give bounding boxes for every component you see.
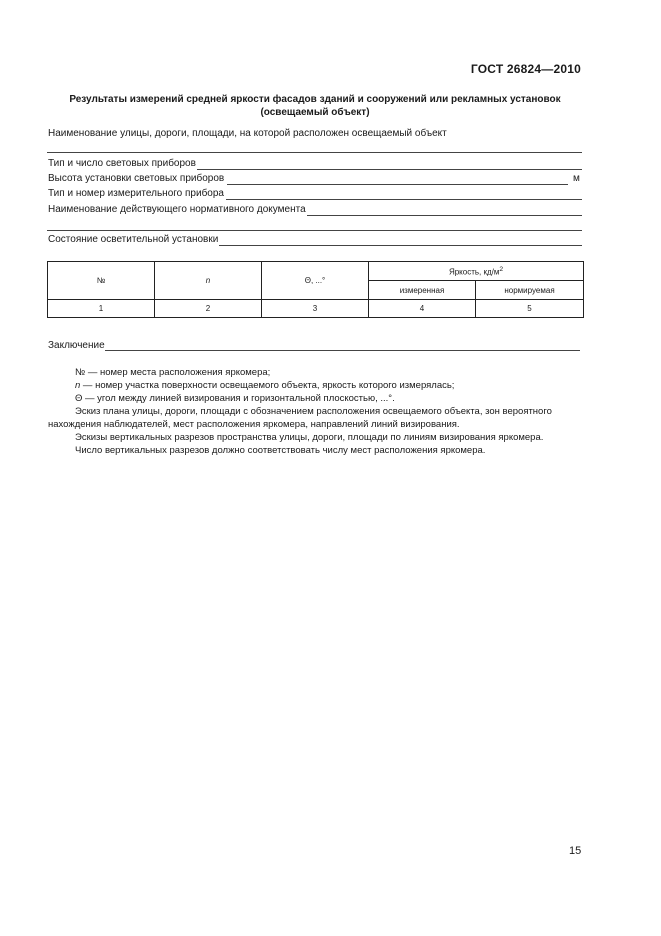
- col-header-no: №: [48, 262, 155, 300]
- note-sketch-plan: Эскиз плана улицы, дороги, площади с обозначением расположения освещаемого объекта, зон вероятного нахождения наблюдателей, мест расположения яркомера, направлений линий визирования.: [48, 406, 552, 430]
- brightness-label: Яркость, кд/м: [448, 267, 500, 277]
- page-number: 15: [569, 845, 582, 857]
- mount-height-unit: м: [573, 173, 580, 184]
- street-name-line[interactable]: [47, 152, 582, 153]
- meter-type-line[interactable]: [226, 199, 582, 200]
- col-header-measured: измеренная: [369, 281, 476, 300]
- col-header-normative: нормируемая: [476, 281, 584, 300]
- note-n-text: — номер участка поверхности освещаемого объекта, яркость которого измерялась;: [80, 380, 455, 391]
- note-n: [48, 379, 582, 392]
- col-header-brightness: [369, 262, 584, 281]
- column-number: 2: [155, 300, 262, 318]
- note-sections-count: Число вертикальных разрезов должно соответствовать числу мест расположения яркомера.: [75, 445, 486, 456]
- lighting-state-line[interactable]: [219, 245, 582, 246]
- note-theta: Θ — угол между линией визирования и горизонтальной плоскостью, ...°.: [75, 393, 395, 404]
- form-title-line1: Результаты измерений средней яркости фасадов зданий и сооружений или рекламных установок: [69, 94, 561, 105]
- norm-doc-line-2[interactable]: [47, 230, 582, 231]
- column-number: 4: [369, 300, 476, 318]
- column-number: 5: [476, 300, 584, 318]
- norm-doc-line[interactable]: [307, 215, 582, 216]
- norm-doc-label: Наименование действующего нормативного документа: [48, 204, 306, 215]
- mount-height-line[interactable]: [227, 184, 568, 185]
- note-no: № — номер места расположения яркомера;: [75, 367, 271, 378]
- street-name-label: Наименование улицы, дороги, площади, на которой расположен освещаемый объект: [48, 128, 447, 139]
- column-number: 3: [262, 300, 369, 318]
- col-header-n: n: [155, 262, 262, 300]
- note-n-symbol: n: [75, 380, 81, 391]
- form-title: [48, 93, 582, 119]
- column-number: 1: [48, 300, 155, 318]
- lighting-state-label: Состояние осветительной установки: [48, 234, 219, 245]
- brightness-unit-exponent: 2: [499, 265, 504, 273]
- conclusion-line[interactable]: [105, 350, 580, 351]
- conclusion-label: Заключение: [48, 340, 105, 351]
- note-sketch-vertical: Эскизы вертикальных разрезов пространства улицы, дороги, площади по линиям визирования яркомера.: [75, 432, 544, 443]
- mount-height-label: Высота установки световых приборов: [48, 173, 225, 184]
- col-header-theta: Θ, ...°: [262, 262, 369, 300]
- form-title-line2: (освещаемый объект): [260, 107, 370, 118]
- measurement-table: [47, 261, 584, 318]
- document-code: ГОСТ 26824—2010: [470, 62, 581, 76]
- meter-type-label: Тип и номер измерительного прибора: [48, 188, 224, 199]
- lamp-type-label: Тип и число световых приборов: [48, 158, 196, 169]
- legend-notes: [48, 366, 582, 457]
- lamp-type-line[interactable]: [197, 169, 582, 170]
